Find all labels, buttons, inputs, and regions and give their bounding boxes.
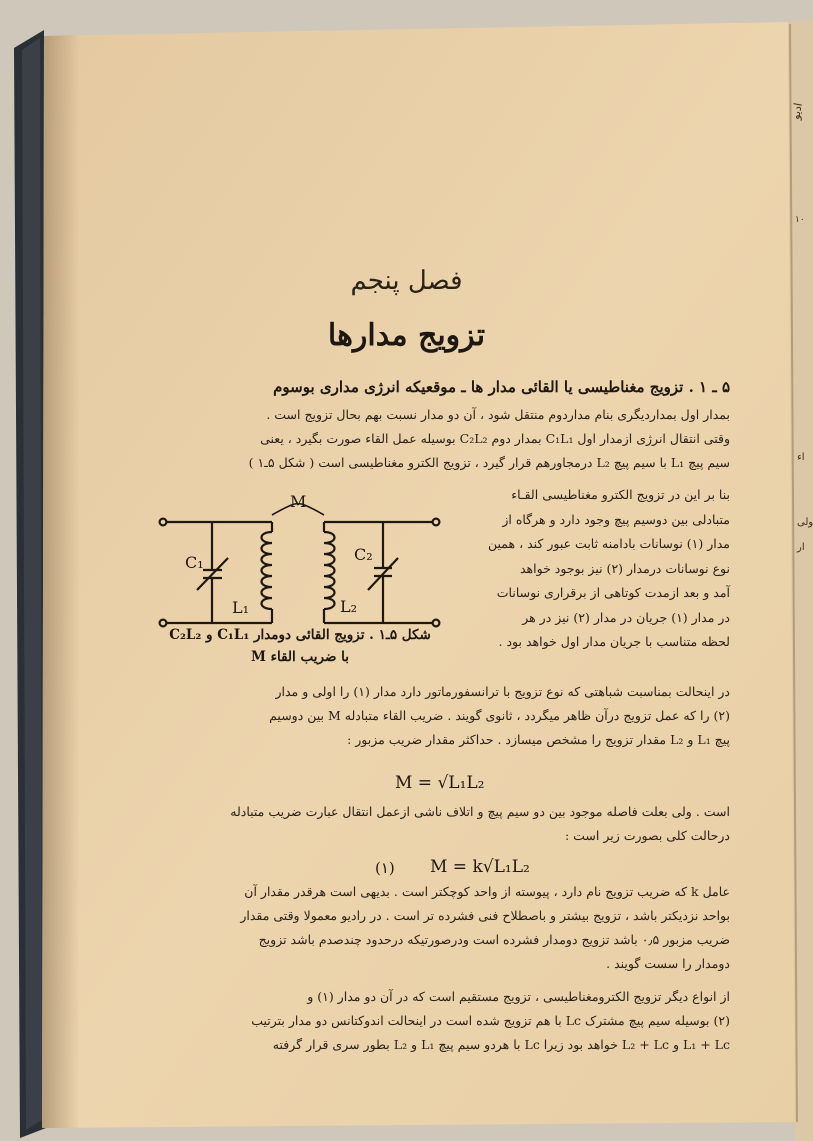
text-line: (۲) را که عمل تزویج درآن ظاهر میگردد ، ثانوی گویند . ضریب القاء متبادله M بین دوسیم — [269, 708, 730, 723]
section-heading: ۵ ـ ۱ . تزویج مغناطیسی یا القائی مدار ها ـ موقعیکه انرژی مداری بوسوم — [273, 378, 730, 396]
text-line: وقتی انتقال انرژی ازمدار اول C₁L₁ بمدار دوم C₂L₂ بوسیله عمل القاء صورت بگیرد ، یعنی — [260, 431, 730, 446]
paragraph-3 — [120, 800, 730, 848]
text-line: عامل k که ضریب تزویج نام دارد ، پیوسته از واحد کوچکتر است . بدیهی است هرقدر مقدار آن — [244, 884, 730, 899]
margin-fragment: اء — [797, 452, 805, 463]
text-line: است . ولی بعلت فاصله موجود بین دو سیم پیچ و اتلاف ناشی ازعمل انتقال عبارت ضریب متبادله — [230, 804, 730, 819]
text-line: نوع نوسانات درمدار (۲) نیز بوجود خواهد — [519, 560, 730, 576]
text-line: متبادلی بین دوسیم پیچ وجود دارد و هرگاه از — [502, 511, 730, 527]
text-line: از انواع دیگر تزویج الکترومغناطیسی ، تزویج مستقیم است که در آن دو مدار (۱) و — [307, 989, 730, 1004]
text-line: لحظه متناسب با جریان مدار اول خواهد بود . — [498, 634, 730, 649]
margin-fragment: ار — [797, 542, 805, 553]
text-line: دومدار را سست گویند . — [606, 956, 730, 971]
label-c1: C₁ — [185, 553, 204, 572]
text-line: بمدار اول بمداردیگری بنام مداردوم منتقل شود ، آن دو مدار نسبت بهم بحال تزویج است . — [266, 407, 730, 422]
label-l1: L₁ — [232, 598, 250, 617]
caption-line: با ضریب القاء M — [250, 649, 349, 665]
text-line: سیم پیچ L₁ با سیم پیچ L₂ درمجاورهم قرار گیرد ، تزویج الکترو مغناطیسی است ( شکل ۵ـ۱ ) — [248, 455, 730, 470]
chapter-title: تزویج مدارها — [327, 318, 486, 353]
margin-fragment: ادیو — [789, 101, 805, 121]
text-line: بنا بر این در تزویج الکترو مغناطیسی القـاء — [511, 487, 730, 502]
paragraph-1 — [120, 403, 730, 475]
text-line: در مدار (۱) جریان در مدار (۲) نیز در هر — [522, 609, 730, 625]
margin-fragment: ۱۰ — [795, 215, 805, 225]
terminal — [433, 519, 440, 526]
side-paragraph — [462, 483, 730, 655]
label-l2: L₂ — [340, 597, 358, 616]
text-line: (۲) بوسیله سیم پیچ مشترک Lc با هم تزویج شده است در اینحالت اندوکتانس دو مدار بترتیب — [251, 1013, 730, 1028]
text-line: مدار (۱) نوسانات بادامنه ثابت عبور کند ، همین — [488, 536, 730, 551]
text-line: ضریب مزبور ۰٫۵ باشد تزویج دومدار فشرده است ودرصورتیکه درحدود چندصدم باشد تزویج — [258, 932, 730, 947]
label-c2: C₂ — [354, 545, 373, 564]
paragraph-5 — [120, 985, 730, 1057]
text-line: آمد و بعد ازمدت کوتاهی از برقراری نوسانات — [496, 585, 730, 600]
terminal — [160, 519, 167, 526]
paragraph-2 — [120, 680, 730, 752]
text-line: در اینحالت بمناسبت شباهتی که نوع تزویج با ترانسفورماتور دارد مدار (۱) را اولی و مدار — [275, 684, 730, 699]
formula-number: (۱) — [375, 859, 395, 877]
text-line: L₁ + Lc و L₂ + Lc خواهد بود زیرا Lc با هردو سیم پیچ L₁ و L₂ بطور سری قرار گرفته — [272, 1037, 730, 1052]
text-line: پیچ L₁ و L₂ مقدار تزویج را مشخص میسازد . حداکثر مقدار ضریب مزبور : — [347, 732, 730, 747]
paragraph-4 — [120, 880, 730, 976]
margin-fragment: ولی — [797, 517, 813, 528]
formula-coupling: M = k√L₁L₂ — [430, 857, 530, 877]
figure-caption — [150, 624, 450, 668]
text-line: درحالت کلی بصورت زیر است : — [564, 828, 730, 843]
label-m: M — [290, 492, 307, 511]
formula-max-mutual-inductance: M = √L₁L₂ — [395, 773, 485, 793]
chapter-label: فصل پنجم — [350, 266, 463, 296]
caption-line: شکل ۵ـ۱ . تزویج القائی دومدار C₁L₁ و C₂L₂ — [169, 627, 431, 643]
text-line: بواحد نزدیکتر باشد ، تزویج بیشتر و باصطلاح فنی فشرده تر است . در رادیو معمولا وقتی مقدار — [240, 908, 730, 923]
